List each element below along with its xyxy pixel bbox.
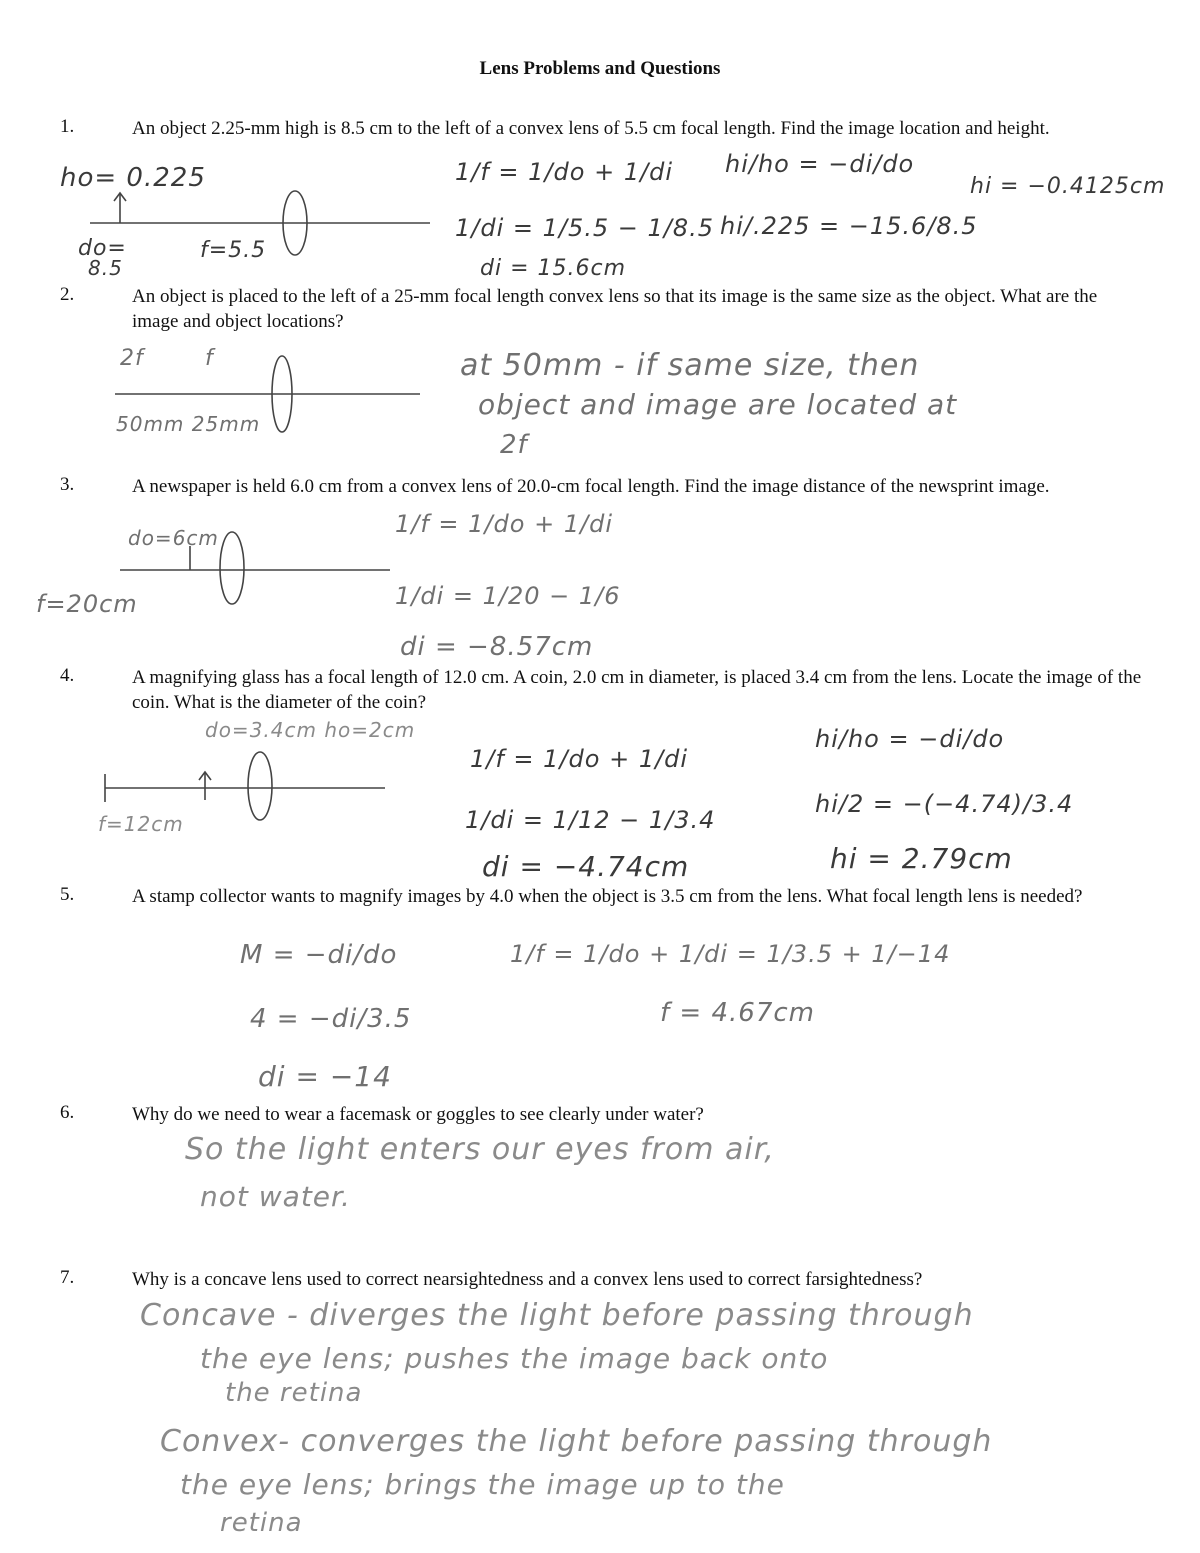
handwritten-answer: the retina [225,1378,363,1408]
handwritten-answer: the eye lens; pushes the image back onto [200,1342,829,1375]
handwritten-note: f=12cm [98,812,184,836]
handwritten-answer: at 50mm - if same size, then [460,348,920,383]
handwritten-note: ho= 0.225 [60,163,206,193]
question-number: 1. [60,116,75,137]
handwritten-note: 2f [120,346,144,371]
handwritten-answer: hi = −0.4125cm [970,174,1166,199]
handwritten-answer: not water. [200,1180,351,1213]
question-text: An object 2.25-mm high is 8.5 cm to the left of a convex lens of 5.5 cm focal length. Find the image location and height. [132,118,1050,139]
handwritten-equation: hi/ho = −di/do [815,725,1005,753]
question-text: An object is placed to the left of a 25-mm focal length convex lens so that its image is the same size as the object. What are the image and object locations? [132,286,1098,332]
handwritten-answer: retina [220,1508,303,1538]
handwritten-equation: M = −di/do [240,940,398,970]
handwritten-answer: Convex- converges the light before passing through [160,1424,993,1459]
question-number: 6. [60,1102,75,1123]
handwritten-equation: 1/f = 1/do + 1/di [455,158,674,186]
handwritten-note: f=20cm [36,590,138,618]
question-number: 4. [60,665,75,686]
question-text: A stamp collector wants to magnify images by 4.0 when the object is 3.5 cm from the lens. What focal length lens is needed? [132,886,1083,907]
handwritten-answer: Concave - diverges the light before passing through [140,1298,974,1333]
handwritten-equation: 1/f = 1/do + 1/di = 1/3.5 + 1/−14 [510,940,951,968]
handwritten-note: do=6cm [128,526,219,550]
question-number: 7. [60,1267,75,1288]
handwritten-answer: object and image are located at [478,388,958,421]
handwritten-equation: di = −4.74cm [482,850,690,883]
handwritten-note: do=3.4cm ho=2cm [205,718,416,742]
handwritten-equation: 1/di = 1/12 − 1/3.4 [465,806,716,834]
question-text: Why do we need to wear a facemask or goggles to see clearly under water? [132,1104,704,1125]
handwritten-equation: 1/f = 1/do + 1/di [470,745,689,773]
handwritten-equation: 1/f = 1/do + 1/di [395,510,614,538]
question-text: A magnifying glass has a focal length of 12.0 cm. A coin, 2.0 cm in diameter, is placed 3.4 cm from the lens. Locate the image of the coin. What is the diameter of the coin? [132,667,1142,713]
lens-diagram [110,520,400,605]
handwritten-equation: hi/ho = −di/do [725,150,915,178]
handwritten-note: 8.5 [88,256,123,280]
handwritten-note: f=5.5 [200,238,267,263]
lens-diagram [95,740,395,820]
page-title: Lens Problems and Questions [479,58,721,79]
handwritten-equation: 4 = −di/3.5 [250,1004,412,1034]
handwritten-equation: di = 15.6cm [480,256,627,281]
handwritten-equation: hi/2 = −(−4.74)/3.4 [815,790,1074,818]
handwritten-answer: the eye lens; brings the image up to the [180,1468,785,1501]
question-number: 3. [60,474,75,495]
question-text: Why is a concave lens used to correct nearsightedness and a convex lens used to correct farsightedness? [132,1269,923,1290]
handwritten-answer: f = 4.67cm [660,998,815,1028]
handwritten-equation: 1/di = 1/20 − 1/6 [395,582,621,610]
handwritten-equation: di = −14 [258,1060,392,1093]
handwritten-equation: 1/di = 1/5.5 − 1/8.5 [455,214,715,242]
question-text: A newspaper is held 6.0 cm from a convex lens of 20.0-cm focal length. Find the image distance of the newsprint image. [132,476,1050,497]
handwritten-note: 50mm 25mm [116,412,261,436]
handwritten-note: do= [78,236,127,261]
handwritten-equation: hi/.225 = −15.6/8.5 [720,212,978,240]
handwritten-note: f [205,346,214,371]
handwritten-answer: So the light enters our eyes from air, [185,1132,775,1167]
question-number: 2. [60,284,75,305]
handwritten-answer: 2f [500,430,528,460]
handwritten-equation: di = −8.57cm [400,632,594,662]
handwritten-answer: hi = 2.79cm [830,842,1013,875]
question-number: 5. [60,884,75,905]
